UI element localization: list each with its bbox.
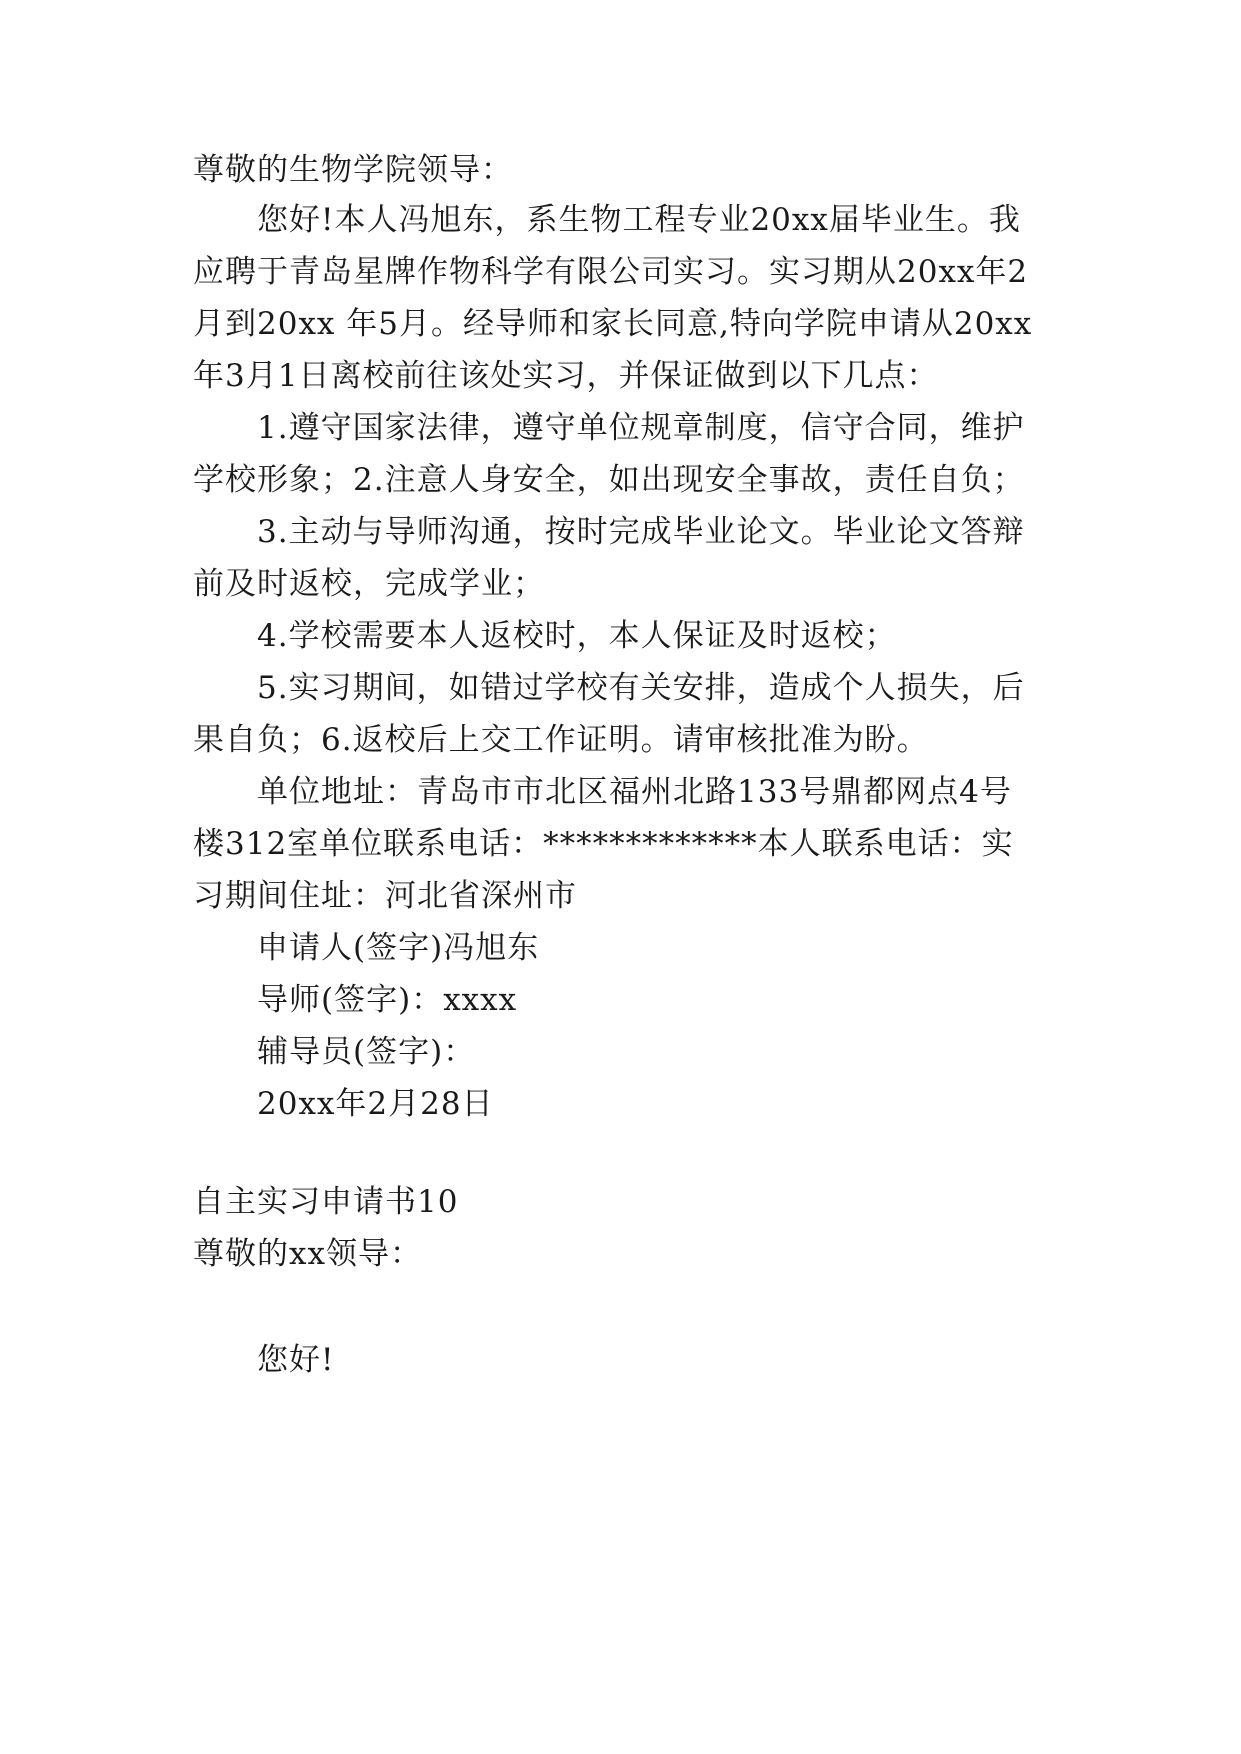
section-title: 自主实习申请书10	[193, 1184, 459, 1220]
body-line: 单位地址：青岛市市北区福州北路133号鼎都网点4号	[257, 774, 1012, 810]
body-line: 年3月1日离校前往该处实习，并保证做到以下几点：	[193, 358, 939, 394]
body-line: 前及时返校，完成学业；	[193, 566, 545, 602]
body-line: 楼312室单位联系电话：*************本人联系电话：实	[193, 826, 1014, 862]
body-line: 月到20xx 年5月。经导师和家长同意,特向学院申请从20xx	[193, 306, 1033, 342]
applicant-signature-line: 申请人(签字)冯旭东	[257, 930, 540, 966]
body-line: 习期间住址：河北省深州市	[193, 878, 577, 914]
body-line: 果自负；6.返校后上交工作证明。请审核批准为盼。	[193, 722, 929, 758]
body-line: 应聘于青岛星牌作物科学有限公司实习。实习期从20xx年2	[193, 254, 1029, 290]
greeting: 您好!	[257, 1342, 335, 1378]
counselor-signature-line: 辅导员(签字)：	[257, 1034, 476, 1070]
body-line: 5.实习期间，如错过学校有关安排，造成个人损失，后	[257, 670, 1025, 706]
letter-salutation: 尊敬的生物学院领导：	[193, 152, 513, 188]
body-line: 学校形象；2.注意人身安全，如出现安全事故，责任自负；	[193, 462, 1025, 498]
letter-date: 20xx年2月28日	[257, 1086, 494, 1122]
body-line: 3.主动与导师沟通，按时完成毕业论文。毕业论文答辩	[257, 514, 1025, 550]
body-line: 4.学校需要本人返校时，本人保证及时返校；	[257, 618, 897, 654]
body-line: 1.遵守国家法律，遵守单位规章制度，信守合同，维护	[257, 410, 1025, 446]
tutor-signature-line: 导师(签字)：xxxx	[257, 982, 518, 1018]
body-line: 您好!本人冯旭东，系生物工程专业20xx届毕业生。我	[257, 202, 1021, 238]
letter-salutation-2: 尊敬的xx领导：	[193, 1236, 422, 1272]
